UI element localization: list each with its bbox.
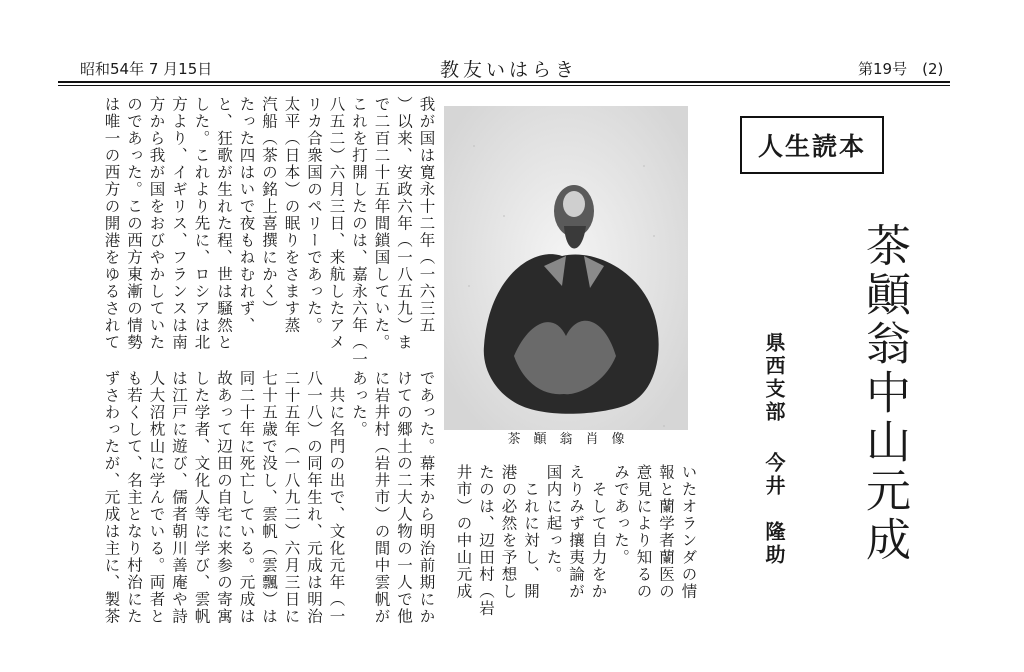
text-column: みであった。 [612, 464, 630, 566]
text-column: えりみず攘夷論が [567, 464, 585, 600]
text-column: けての郷土の二大人物の一人で他 [395, 370, 413, 625]
article-title: 茶顚翁中山元成 [858, 222, 911, 565]
text-column: であった。幕末から明治前期にか [417, 370, 436, 625]
issue-number: 第19号 (2) [858, 60, 944, 78]
text-column: これを打開したのは、嘉永六年（一 [350, 96, 368, 368]
text-column: 人大沼枕山に学んでいる。両者と [147, 370, 166, 625]
author-name: 今井 隆助 [762, 452, 786, 567]
portrait-photo [444, 106, 688, 450]
text-column: 共に名門の出で、文化元年（一 [327, 370, 346, 625]
text-column: いたオランダの情 [679, 464, 698, 600]
text-column: に岩井村（岩井市）の間中雲帆が [372, 370, 391, 625]
text-column: これに対し、開 [522, 464, 540, 600]
text-column: ）以来、安政六年（一八五九）ま [395, 96, 413, 351]
author-affiliation: 県西支部 [762, 332, 786, 424]
text-column: 太平（日本）の眠りをさます蒸 [282, 96, 301, 334]
text-column: 我が国は寛永十二年（一六三五 [417, 96, 436, 334]
text-column: した学者、文化人等に学び、雲帆 [192, 370, 211, 625]
text-column: は唯一の西方の開港をゆるされて [102, 96, 121, 351]
text-column: も若くして、名主となり村治にた [125, 370, 143, 625]
header-date: 昭和54年 7 月15日 [80, 60, 213, 78]
text-column: 井市）の中山元成 [454, 464, 473, 600]
text-column: 故あって辺田の自宅に来参の寄寓 [215, 370, 233, 625]
text-column: たった四はいで夜もねむれず、 [237, 96, 256, 334]
text-column: 同二十年に死亡している。元成は [237, 370, 256, 625]
text-column: 報と蘭学者蘭医の [657, 464, 675, 600]
text-column: 意見により知るの [634, 464, 653, 600]
text-column: 汽船（茶の銘上喜撰にかく） [260, 96, 278, 317]
text-column: 七十五歳で没し、雲帆（雲飄）は [260, 370, 278, 625]
section-label-box: 人生読本 [740, 116, 884, 174]
text-column: 八一八）の同年生れ、元成は明治 [305, 370, 323, 625]
text-column: のであった。この西方東漸の情勢 [125, 96, 143, 351]
text-column: 国内に起った。 [544, 464, 563, 583]
header-rule-top [58, 81, 950, 83]
text-column: ずさわったが、元成は主に、製茶 [102, 370, 121, 625]
text-column: そして自力をか [589, 464, 608, 600]
text-column: で二百二十五年間鎖国していた。 [372, 96, 391, 351]
text-column: 八五二）六月三日、来航したアメ [327, 96, 346, 351]
newspaper-title: 教友いはらき [440, 59, 579, 81]
text-column: 方から我が国をおびやかしていた [147, 96, 166, 351]
text-column: と、狂歌が生れた程、世は騒然と [215, 96, 233, 351]
header-rule-bottom [58, 85, 950, 86]
text-column: した。これより先に、ロシアは北 [192, 96, 211, 351]
text-column: リカ合衆国のペリーであった。 [305, 96, 323, 334]
text-column: は江戸に遊び、儒者朝川善庵や詩 [170, 370, 188, 625]
text-column: 港の必然を予想し [499, 464, 518, 600]
text-column: あった。 [350, 370, 368, 438]
text-column: 二十五年（一八九二）六月三日に [282, 370, 301, 625]
photo-caption: 茶 顚 翁 肖 像 [444, 430, 688, 450]
portrait-image [444, 106, 688, 450]
text-column: 方より、イギリス、フランスは南 [170, 96, 188, 351]
text-column: たのは、辺田村（岩 [477, 464, 495, 617]
